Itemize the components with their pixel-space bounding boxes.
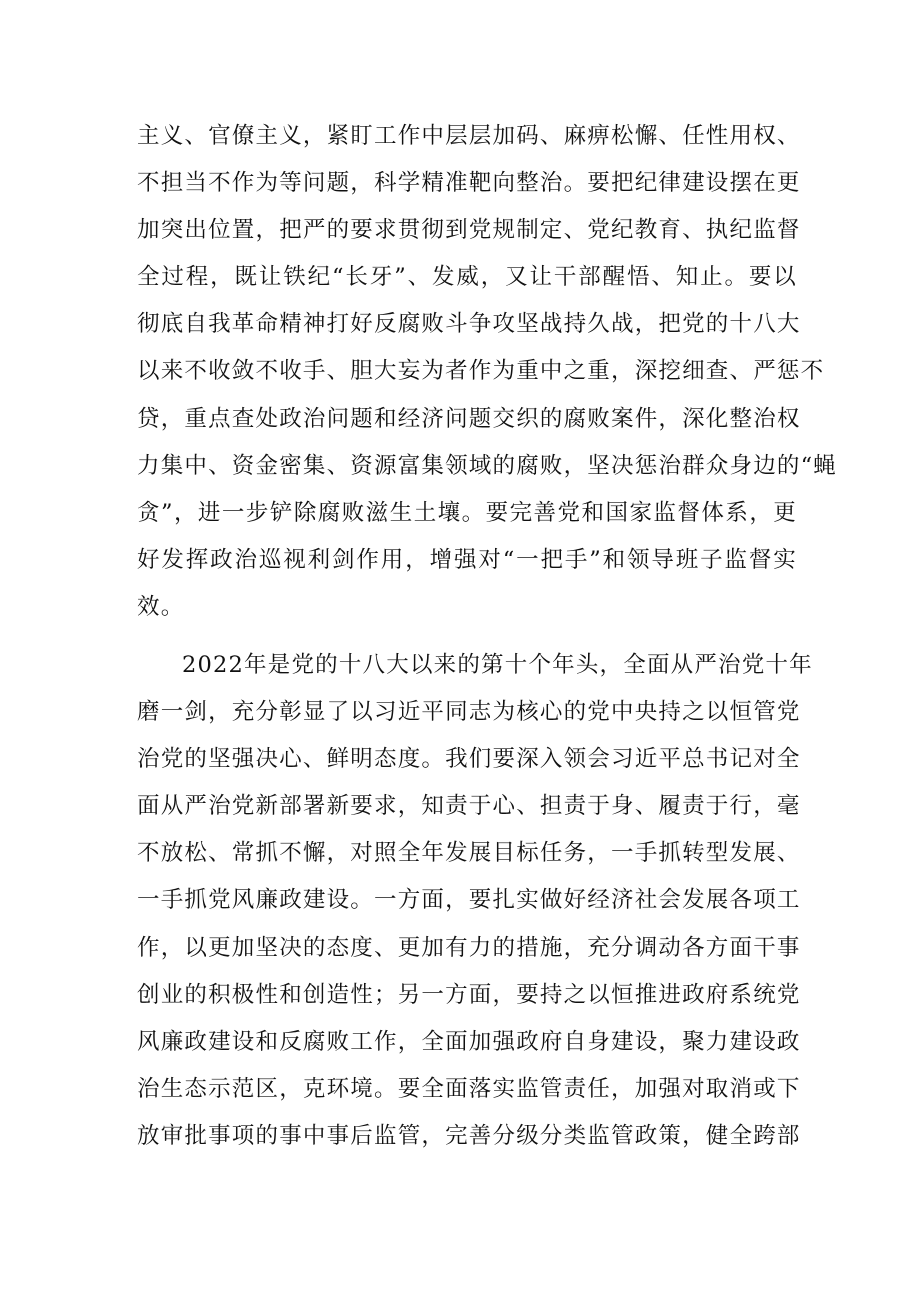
paragraph-line: 不担当不作为等问题，科学精准靶向整治。要把纪律建设摆在更 — [137, 170, 801, 197]
paragraph-line: 创业的积极性和创造性；另一方面，要持之以恒推进政府系统党 — [137, 981, 801, 1008]
paragraph-line: 贪”，进一步铲除腐败滋生土壤。要完善党和国家监督体系，更 — [137, 499, 797, 526]
paragraph-line: 不放松、常抓不懈，对照全年发展目标任务，一手抓转型发展、 — [137, 840, 801, 867]
paragraph-2 — [137, 642, 813, 1160]
paragraph-line: 2022年是党的十八大以来的第十个年头，全面从严治党十年 — [182, 652, 813, 678]
paragraph-line: 效。 — [137, 593, 185, 620]
paragraph-line: 力集中、资金密集、资源富集领域的腐败，坚决惩治群众身边的“蝇 — [137, 452, 838, 479]
paragraph-line: 风廉政建设和反腐败工作，全面加强政府自身建设，聚力建设政 — [137, 1028, 801, 1055]
paragraph-line: 治党的坚强决心、鲜明态度。我们要深入领会习近平总书记对全 — [137, 746, 801, 773]
paragraph-line: 主义、官僚主义，紧盯工作中层层加码、麻痹松懈、任性用权、 — [137, 123, 801, 149]
paragraph-line: 治生态示范区，克环境。要全面落实监管责任，加强对取消或下 — [137, 1075, 801, 1102]
paragraph-line: 全过程，既让铁纪“长牙”、发威，又让干部醒悟、知止。要以 — [137, 264, 797, 291]
paragraph-line: 加突出位置，把严的要求贯彻到党规制定、党纪教育、执纪监督 — [137, 217, 801, 244]
paragraph-line: 磨一剑，充分彰显了以习近平同志为核心的党中央持之以恒管党 — [137, 699, 801, 726]
paragraph-line: 面从严治党新部署新要求，知责于心、担责于身、履责于行，毫 — [137, 793, 801, 820]
paragraph-1 — [137, 113, 838, 631]
paragraph-line: 作，以更加坚决的态度、更加有力的措施，充分调动各方面干事 — [137, 934, 801, 961]
paragraph-line: 好发挥政治巡视利剑作用，增强对“一把手”和领导班子监督实 — [137, 546, 797, 573]
paragraph-line: 贷，重点查处政治问题和经济问题交织的腐败案件，深化整治权 — [137, 405, 801, 432]
paragraph-line: 一手抓党风廉政建设。一方面，要扎实做好经济社会发展各项工 — [137, 887, 801, 914]
paragraph-line: 放审批事项的事中事后监管，完善分级分类监管政策，健全跨部 — [137, 1122, 801, 1149]
paragraph-line: 彻底自我革命精神打好反腐败斗争攻坚战持久战，把党的十八大 — [137, 311, 801, 338]
paragraph-line: 以来不收敛不收手、胆大妄为者作为重中之重，深挖细查、严惩不 — [137, 358, 825, 385]
